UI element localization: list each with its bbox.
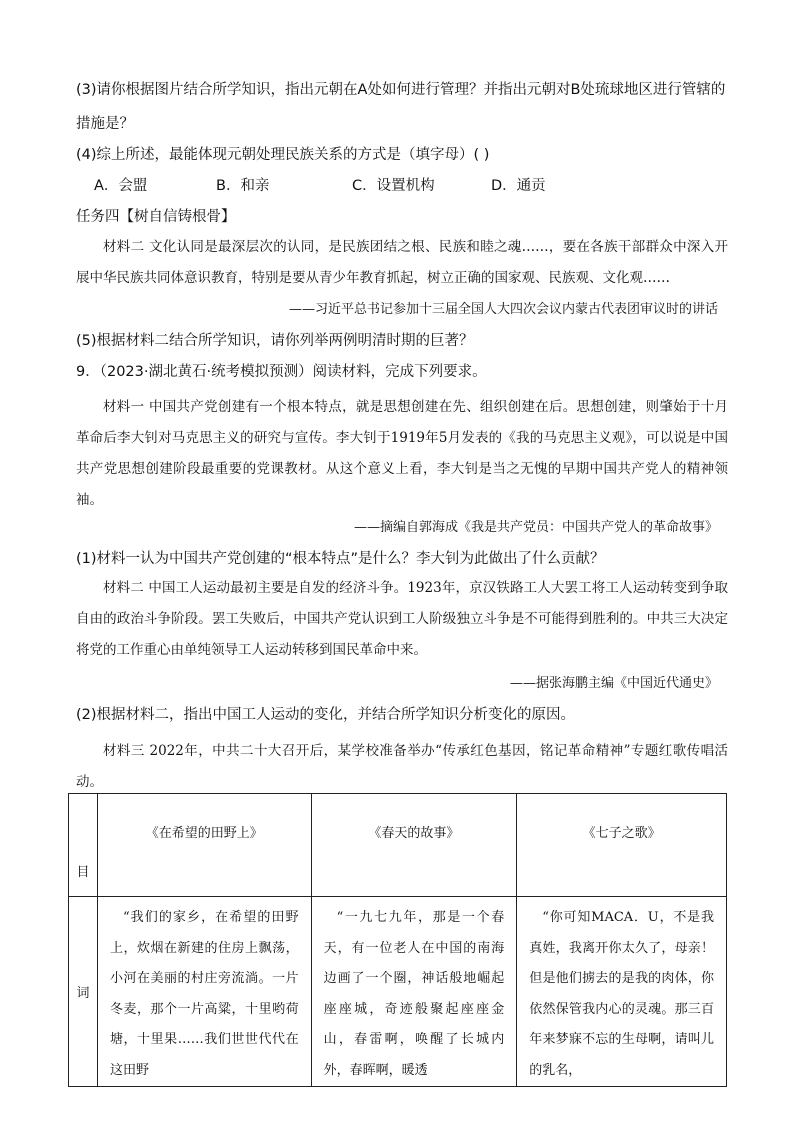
material-1-source: ——摘编自郭海成《我是共产党员：中国共产党人的革命故事》 bbox=[353, 520, 718, 535]
lyrics-1: “我们的家乡，在希望的田野上，炊烟在新建的住房上飘荡，小河在美丽的村庄旁流淌。一片冬麦，那个一片高粱，十里哟荷塘，十里果……我们世世代代在这田野 bbox=[97, 897, 311, 1087]
lyrics-3: “你可知MACA．U，不是我真姓，我离开你太久了，母亲！但是他们掳去的是我的肉体，你依然保管我内心的灵魂。那三百年来梦寐不忘的生母啊，请叫儿的乳名， bbox=[517, 897, 727, 1087]
material-1: 材料一 中国共产党创建有一个根本特点，就是思想创建在先、组织创建在后。思想创建，则肇始于十月革命后李大钊对马克思主义的研究与宣传。李大钊于1919年5月发表的《我的马克思主义观》，可以说是中国共产党思想创建阶段最重要的党课教材。从这个意义上看，李大钊是当之无愧的早期中国共产党人的精神领袖。 bbox=[76, 399, 728, 508]
question-9-header: 9．（2023·湖北黄石·统考模拟预测）阅读材料，完成下列要求。 bbox=[76, 364, 487, 380]
material-2-source: ——据张海鹏主编《中国近代通史》 bbox=[509, 676, 718, 691]
song-title-2: 《春天的故事》 bbox=[311, 794, 517, 897]
task-4-material: 材料二 文化认同是最深层次的认同，是民族团结之根、民族和睦之魂……，要在各族干部群众中深入开展中华民族共同体意识教育，特别是要从青少年教育抓起，树立正确的国家观、民族观、文化观…… bbox=[76, 239, 728, 286]
song-title-row bbox=[69, 794, 727, 897]
song-title-3: 《七子之歌》 bbox=[517, 794, 727, 897]
option-b: B．和亲 bbox=[216, 178, 270, 194]
row-label-title: 目 bbox=[69, 794, 98, 897]
question-4-stem: (4)综上所述，最能体现元朝处理民族关系的方式是（填字母）( ) bbox=[76, 147, 490, 163]
question-3-line-1: (3)请你根据图片结合所学知识，指出元朝在A处如何进行管理？并指出元朝对B处琉球地区进行管辖的 bbox=[76, 82, 726, 98]
option-d: D．通贡 bbox=[491, 178, 546, 194]
task-4-source: ——习近平总书记参加十三届全国人大四次会议内蒙古代表团审议时的讲话 bbox=[288, 302, 718, 317]
lyrics-2: “一九七九年，那是一个春天，有一位老人在中国的南海边画了一个圈，神话般地崛起座座城，奇迹般聚起座座金山，春雷啊，唤醒了长城内外，春晖啊，暖透 bbox=[311, 897, 517, 1087]
question-3-line-2: 措施是？ bbox=[76, 116, 134, 132]
option-c: C．设置机构 bbox=[352, 178, 435, 194]
material-2: 材料二 中国工人运动最初主要是自发的经济斗争。1923年，京汉铁路工人大罢工将工人运动转变到争取自由的政治斗争阶段。罢工失败后，中国共产党认识到工人阶级独立斗争是不可能得到胜利的。中共三大决定将党的工作重心由单纯领导工人运动转移到国民革命中来。 bbox=[76, 580, 728, 658]
lyrics-row bbox=[69, 897, 727, 1087]
question-9-1: (1)材料一认为中国共产党创建的“根本特点”是什么？李大钊为此做出了什么贡献？ bbox=[76, 551, 605, 567]
material-3: 材料三 2022年，中共二十大召开后，某学校准备举办“传承红色基因，铭记革命精神”专题红歌传唱活动。 bbox=[76, 743, 728, 790]
question-9-2: (2)根据材料二，指出中国工人运动的变化，并结合所学知识分析变化的原因。 bbox=[76, 707, 576, 723]
song-title-1: 《在希望的田野上》 bbox=[97, 794, 311, 897]
question-5: (5)根据材料二结合所学知识，请你列举两例明清时期的巨著？ bbox=[76, 333, 474, 349]
option-a: A．会盟 bbox=[94, 178, 148, 194]
task-4-title: 任务四【树自信铸根骨】 bbox=[76, 209, 236, 225]
song-table bbox=[68, 793, 727, 1087]
row-label-lyrics: 词 bbox=[69, 897, 98, 1087]
